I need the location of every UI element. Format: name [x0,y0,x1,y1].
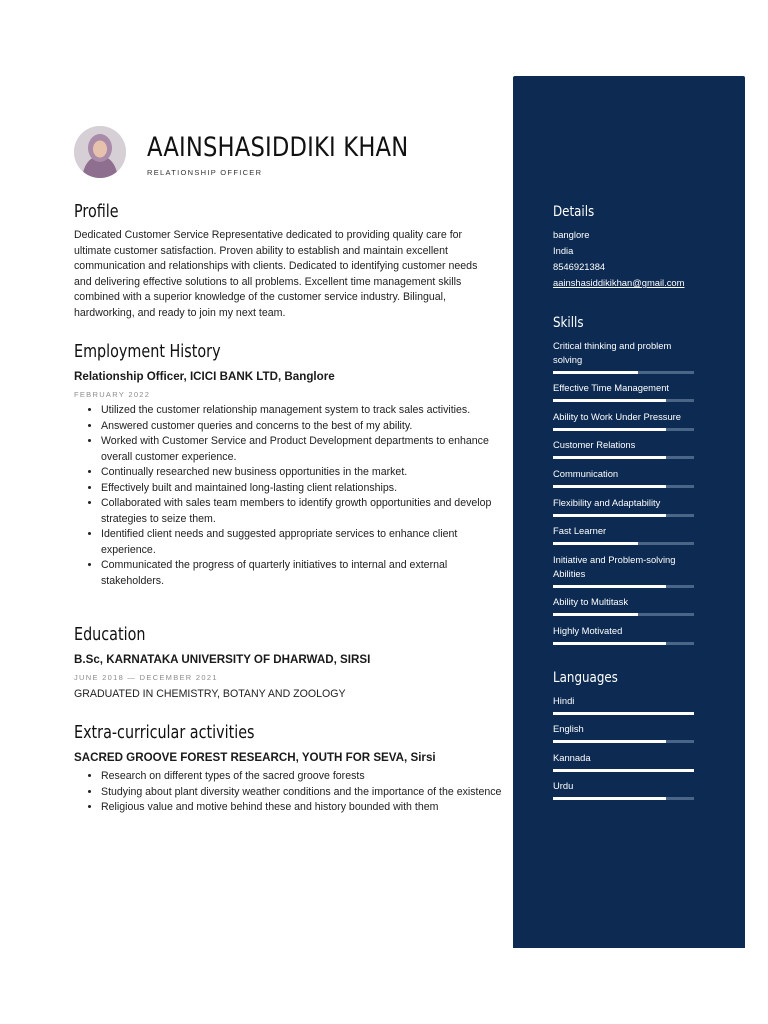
list-item: • Collaborated with sales team members to identify growth opportunities and develop strategies to seize them. [101,496,509,527]
skill-level-fill [553,613,638,616]
skill-level-bar [553,642,694,645]
profile-text: Dedicated Customer Service Representative dedicated to providing quality care for ultimate customer satisfaction. Proven ability to establish and maintain excellent communication and relationships with clients. Dedicated to identifying customer needs and delivering effective solutions to all problems. Excellent time management skills combined with a superior knowledge of the customer service industry. Bilingual, hardworking, and ready to join my next team. [74,229,478,319]
list-item: • Communicated the progress of quarterly initiatives to internal and external stakeholders. [101,558,509,589]
skill-level-fill [553,399,666,402]
extracurricular-org: SACRED GROOVE FOREST RESEARCH, YOUTH FOR SEVA, Sirsi [74,751,436,764]
details-heading: Details [553,204,595,220]
language-item [553,694,694,715]
skill-level-bar [553,485,694,488]
skill-label: Flexibility and Adaptability [553,497,661,508]
skill-level-bar [553,514,694,517]
skills-heading: Skills [553,315,584,331]
skill-label: Communication [553,468,619,479]
languages-heading: Languages [553,670,618,686]
language-level-bar [553,740,694,743]
language-item [553,751,694,772]
list-item: • Continually researched new business opportunities in the market. [101,465,509,481]
skill-item [553,410,694,431]
list-item: • Identified client needs and suggested appropriate services to enhance client experience. [101,527,509,558]
skill-label: Ability to Work Under Pressure [553,411,681,422]
language-level-fill [553,712,694,715]
skill-item [553,381,694,402]
list-item: • Religious value and motive behind these and history bounded with them [101,800,509,816]
language-level-bar [553,769,694,772]
skill-level-fill [553,428,666,431]
full-name: AAINSHASIDDIKI KHAN [147,132,409,163]
list-item: • Research on different types of the sacred groove forests [101,769,509,785]
skill-label: Effective Time Management [553,382,670,393]
employment-heading: Employment History [74,342,221,362]
details-phone: 8546921384 [553,261,606,272]
skill-item [553,524,694,545]
language-label: Hindi [553,695,575,706]
list-item: • Effectively built and maintained long-lasting client relationships. [101,481,509,497]
skill-level-fill [553,485,666,488]
skill-level-fill [553,585,666,588]
education-note: GRADUATED IN CHEMISTRY, BOTANY AND ZOOLOGY [74,688,346,700]
language-level-fill [553,769,694,772]
list-item: • Utilized the customer relationship management system to track sales activities. [101,403,509,419]
language-label: English [553,723,584,734]
skill-level-bar [553,542,694,545]
language-label: Urdu [553,780,574,791]
skill-level-bar [553,428,694,431]
education-heading: Education [74,625,146,645]
skill-level-fill [553,542,638,545]
skill-level-bar [553,371,694,374]
details-email-link[interactable]: aainshasiddikikhan@gmail.com [553,277,685,288]
skill-label: Ability to Multitask [553,596,629,607]
employment-date: FEBRUARY 2022 [74,390,151,399]
resume-header [74,126,494,180]
skill-item [553,438,694,459]
details-country: India [553,245,574,256]
language-level-bar [553,797,694,800]
extracurricular-bullets [74,769,509,816]
education-date: JUNE 2018 — DECEMBER 2021 [74,673,218,682]
skill-level-fill [553,371,638,374]
list-item: • Studying about plant diversity weather conditions and the importance of the existence [101,785,509,801]
details-city: banglore [553,229,590,240]
skill-label: Initiative and Problem-solving Abilities [553,554,676,579]
skill-label: Fast Learner [553,525,607,536]
language-item [553,779,694,800]
language-level-fill [553,740,666,743]
skill-item [553,595,694,616]
language-level-bar [553,712,694,715]
skill-level-fill [553,514,666,517]
skill-item [553,467,694,488]
skill-item [553,496,694,517]
list-item: • Worked with Customer Service and Product Development departments to enhance overall customer experience. [101,434,509,465]
employment-bullets [74,403,509,589]
skill-item [553,339,694,374]
skill-level-bar [553,456,694,459]
skill-level-bar [553,585,694,588]
skill-label: Customer Relations [553,439,636,450]
skill-item [553,553,694,588]
list-item: • Answered customer queries and concerns to the best of my ability. [101,419,509,435]
skill-level-bar [553,399,694,402]
skill-label: Highly Motivated [553,625,623,636]
avatar [74,126,126,178]
language-item [553,722,694,743]
education-degree: B.Sc, KARNATAKA UNIVERSITY OF DHARWAD, SIRSI [74,653,371,666]
skill-level-bar [553,613,694,616]
language-label: Kannada [553,752,591,763]
skill-level-fill [553,456,666,459]
extracurricular-heading: Extra-curricular activities [74,723,255,743]
employment-job-title: Relationship Officer, ICICI BANK LTD, Banglore [74,370,335,383]
language-level-fill [553,797,666,800]
skill-label: Critical thinking and problem solving [553,340,672,365]
skill-level-fill [553,642,666,645]
profile-heading: Profile [74,202,119,222]
skill-item [553,624,694,645]
sidebar [513,76,745,948]
job-title: RELATIONSHIP OFFICER [147,168,263,177]
